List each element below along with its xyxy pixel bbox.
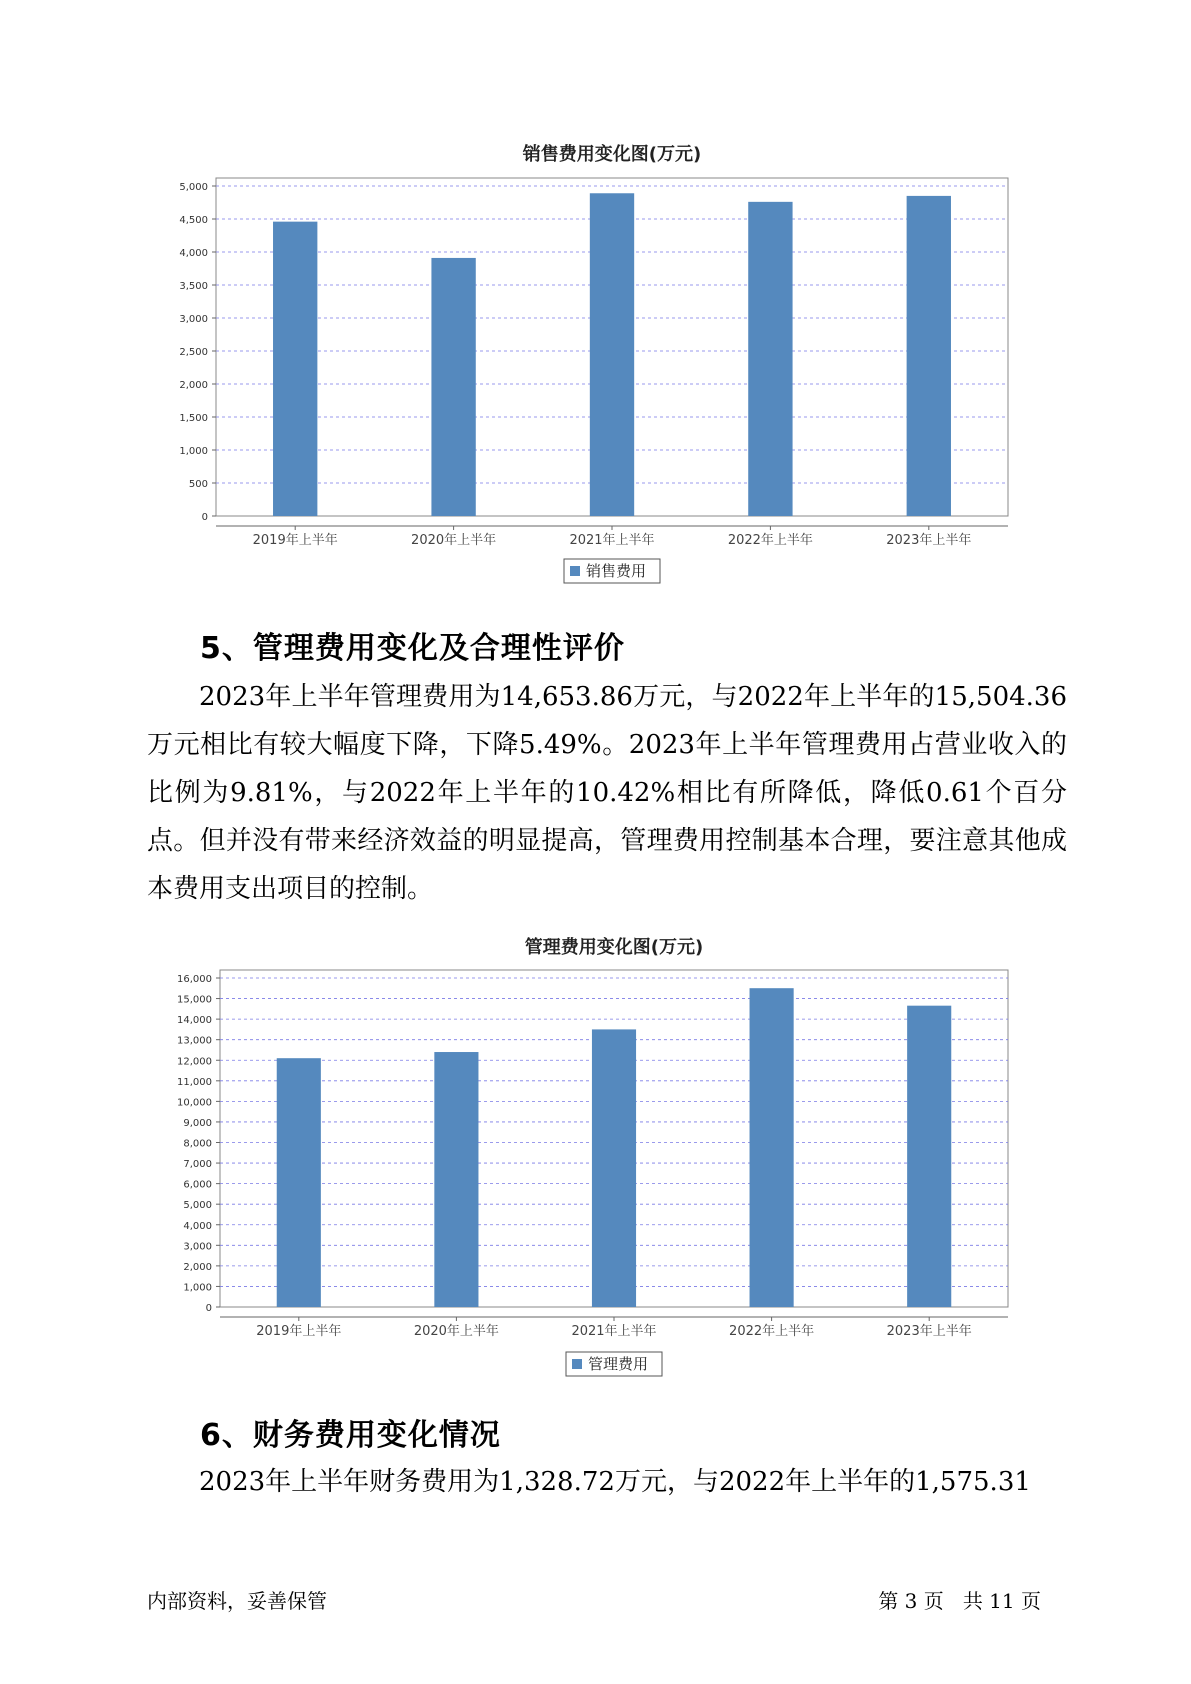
footer-confidential-note: 内部资料，妥善保管 <box>147 1589 327 1613</box>
x-tick-label: 2021年上半年 <box>569 533 655 548</box>
footer-page-number: 第 3 页 共 11 页 <box>878 1589 1041 1613</box>
y-tick-label: 3,000 <box>179 314 208 325</box>
y-tick-label: 16,000 <box>177 974 212 985</box>
x-tick-label: 2020年上半年 <box>411 533 497 548</box>
y-tick-label: 15,000 <box>177 994 212 1006</box>
y-tick-label: 4,000 <box>183 1220 212 1232</box>
x-tick-label: 2023年上半年 <box>886 533 972 548</box>
bar <box>434 1052 478 1307</box>
y-tick-label: 4,500 <box>179 215 208 226</box>
x-tick-label: 2019年上半年 <box>252 533 338 548</box>
y-tick-label: 2,500 <box>179 347 208 358</box>
y-tick-label: 1,000 <box>183 1282 212 1294</box>
y-tick-label: 5,000 <box>179 182 208 193</box>
bar <box>592 1029 636 1307</box>
bar <box>750 988 794 1307</box>
section-6-paragraph: 2023年上半年财务费用为1,328.72万元，与2022年上半年的1,575.31 <box>199 1467 1031 1497</box>
y-tick-label: 3,500 <box>179 281 208 292</box>
y-tick-label: 13,000 <box>177 1035 212 1047</box>
y-tick-label: 5,000 <box>183 1200 212 1212</box>
legend-label: 管理费用 <box>588 1355 649 1373</box>
y-tick-label: 2,000 <box>179 380 208 391</box>
y-tick-label: 500 <box>188 479 208 490</box>
legend-swatch <box>572 1359 582 1369</box>
y-tick-label: 2,000 <box>183 1261 212 1273</box>
section-5-paragraph: 2023年上半年管理费用为14,653.86万元，与2022年上半年的15,504.36万元相比有较大幅度下降，下降5.49%。2023年上半年管理费用占营业收入的比例为9.81%，与2022年上半年的10.42%相比有所降低，降低0.61个百分点。但并没有带来经济效益的明显提高，管理费用控制基本合理，要注意其他成本费用支出项目的控制。 <box>147 682 1067 904</box>
y-tick-label: 0 <box>205 1303 212 1314</box>
chart-title: 管理费用变化图(万元) <box>524 937 704 958</box>
y-tick-label: 9,000 <box>183 1117 212 1129</box>
section-6-heading: 6、财务费用变化情况 <box>200 1418 501 1453</box>
y-tick-label: 11,000 <box>177 1076 212 1088</box>
bar <box>277 1058 321 1307</box>
x-tick-label: 2022年上半年 <box>727 533 813 548</box>
y-tick-label: 3,000 <box>183 1241 212 1253</box>
y-tick-label: 12,000 <box>177 1056 212 1068</box>
x-tick-label: 2022年上半年 <box>729 1324 815 1339</box>
y-tick-label: 6,000 <box>183 1179 212 1191</box>
y-tick-label: 4,000 <box>179 248 208 259</box>
y-tick-label: 7,000 <box>183 1159 212 1171</box>
y-tick-label: 8,000 <box>183 1138 212 1150</box>
y-tick-label: 0 <box>201 512 208 523</box>
bar <box>907 1006 951 1307</box>
x-tick-label: 2023年上半年 <box>886 1324 972 1339</box>
legend-label: 销售费用 <box>586 562 647 580</box>
chart-title: 销售费用变化图(万元) <box>522 144 702 165</box>
y-tick-label: 1,500 <box>179 413 208 424</box>
section-5-heading: 5、管理费用变化及合理性评价 <box>200 631 625 666</box>
x-tick-label: 2021年上半年 <box>571 1324 657 1339</box>
x-tick-label: 2019年上半年 <box>256 1324 342 1339</box>
y-tick-label: 10,000 <box>177 1097 212 1109</box>
x-tick-label: 2020年上半年 <box>413 1324 499 1339</box>
y-tick-label: 1,000 <box>179 446 208 457</box>
y-tick-label: 14,000 <box>177 1015 212 1027</box>
